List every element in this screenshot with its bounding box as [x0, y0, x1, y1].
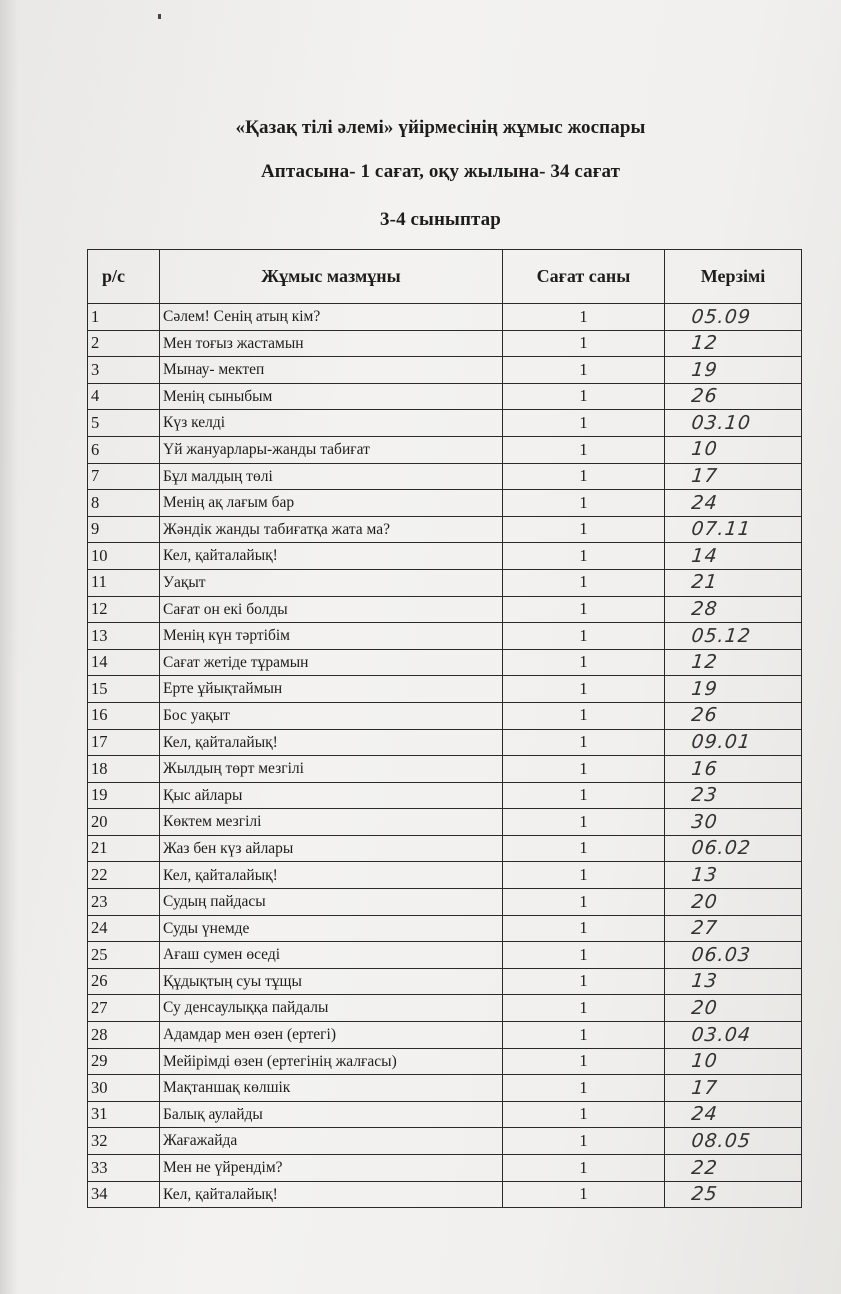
table-row: [88, 835, 802, 862]
table-row: [88, 383, 802, 410]
work-plan-table: [87, 249, 802, 1208]
row-hours: 1: [503, 623, 665, 650]
table-row: [88, 357, 802, 384]
table-row: [88, 809, 802, 836]
table-row: [88, 516, 802, 543]
row-topic: Кел, қайталайық!: [160, 543, 503, 570]
row-number: 10: [88, 543, 160, 570]
row-hours: 1: [503, 490, 665, 517]
row-hours: 1: [503, 1181, 665, 1208]
row-topic: Бос уақыт: [160, 702, 503, 729]
document-title: «Қазақ тілі әлемі» үйірмесінің жұмыс жоспары: [235, 117, 646, 138]
row-date: 27: [663, 915, 803, 942]
row-number: 1: [88, 304, 160, 331]
row-topic: Қыс айлары: [160, 782, 503, 809]
row-hours: 1: [503, 915, 665, 942]
row-date: 12: [663, 330, 803, 357]
row-topic: Кел, қайталайық!: [160, 1181, 503, 1208]
row-hours: 1: [503, 729, 665, 756]
row-number: 5: [88, 410, 160, 437]
row-topic: Үй жануарлары-жанды табиғат: [160, 436, 503, 463]
row-date: 03.04: [663, 1022, 803, 1049]
row-topic: Балық аулайды: [160, 1101, 503, 1128]
header-topic: Жұмыс мазмұны: [160, 250, 503, 304]
row-date: 24: [663, 1101, 803, 1128]
row-hours: 1: [503, 702, 665, 729]
table-row: [88, 304, 802, 331]
table-row: [88, 623, 802, 650]
table-header-row: [88, 250, 802, 304]
row-topic: Менің сыныбым: [160, 383, 503, 410]
row-date: 17: [663, 1075, 803, 1102]
table-row: [88, 995, 802, 1022]
table-row: [88, 1128, 802, 1155]
document-grade: 3-4 сыныптар: [380, 209, 501, 230]
row-hours: 1: [503, 410, 665, 437]
row-hours: 1: [503, 942, 665, 969]
row-topic: Жылдың төрт мезгілі: [160, 756, 503, 783]
row-date: 10: [663, 436, 803, 463]
row-number: 14: [88, 649, 160, 676]
row-number: 33: [88, 1155, 160, 1182]
row-number: 11: [88, 569, 160, 596]
row-hours: 1: [503, 543, 665, 570]
row-topic: Мен тоғыз жастамын: [160, 330, 503, 357]
row-hours: 1: [503, 357, 665, 384]
row-number: 18: [88, 756, 160, 783]
table-row: [88, 968, 802, 995]
row-date: 19: [663, 357, 803, 384]
row-date: 21: [663, 569, 803, 596]
row-hours: 1: [503, 649, 665, 676]
row-topic: Су денсаулыққа пайдалы: [160, 995, 503, 1022]
row-hours: 1: [503, 835, 665, 862]
row-number: 9: [88, 516, 160, 543]
row-number: 27: [88, 995, 160, 1022]
row-date: 05.12: [663, 623, 803, 650]
row-number: 22: [88, 862, 160, 889]
row-number: 12: [88, 596, 160, 623]
row-hours: 1: [503, 756, 665, 783]
row-hours: 1: [503, 1155, 665, 1182]
row-number: 16: [88, 702, 160, 729]
row-number: 17: [88, 729, 160, 756]
header-date: Мерзімі: [665, 250, 802, 304]
row-date: 23: [663, 782, 803, 809]
row-hours: 1: [503, 1022, 665, 1049]
row-date: 20: [663, 889, 803, 916]
row-number: 34: [88, 1181, 160, 1208]
ink-speck: [158, 14, 161, 19]
row-number: 29: [88, 1048, 160, 1075]
table-row: [88, 1022, 802, 1049]
row-topic: Құдықтың суы тұщы: [160, 968, 503, 995]
row-topic: Адамдар мен өзен (ертегі): [160, 1022, 503, 1049]
row-number: 2: [88, 330, 160, 357]
row-topic: Мынау- мектеп: [160, 357, 503, 384]
row-number: 24: [88, 915, 160, 942]
row-date: 05.09: [663, 304, 803, 331]
row-hours: 1: [503, 1101, 665, 1128]
row-hours: 1: [503, 782, 665, 809]
row-topic: Көктем мезгілі: [160, 809, 503, 836]
row-topic: Суды үнемде: [160, 915, 503, 942]
row-date: 24: [663, 490, 803, 517]
row-date: 03.10: [663, 410, 803, 437]
row-date: 13: [663, 968, 803, 995]
table-row: [88, 569, 802, 596]
table-row: [88, 490, 802, 517]
row-topic: Мен не үйрендім?: [160, 1155, 503, 1182]
header-number: р/с: [88, 250, 160, 304]
row-number: 13: [88, 623, 160, 650]
row-hours: 1: [503, 304, 665, 331]
table-row: [88, 915, 802, 942]
table-row: [88, 1048, 802, 1075]
row-hours: 1: [503, 1075, 665, 1102]
row-topic: Сағат жетіде тұрамын: [160, 649, 503, 676]
row-hours: 1: [503, 862, 665, 889]
table-row: [88, 1075, 802, 1102]
row-hours: 1: [503, 889, 665, 916]
row-topic: Күз келді: [160, 410, 503, 437]
row-number: 23: [88, 889, 160, 916]
row-hours: 1: [503, 330, 665, 357]
row-topic: Кел, қайталайық!: [160, 729, 503, 756]
row-topic: Сағат он екі болды: [160, 596, 503, 623]
table-row: [88, 729, 802, 756]
document-subtitle: Аптасына- 1 сағат, оқу жылына- 34 сағат: [260, 161, 621, 182]
row-date: 13: [663, 862, 803, 889]
table-row: [88, 889, 802, 916]
row-number: 19: [88, 782, 160, 809]
row-date: 06.03: [663, 942, 803, 969]
row-number: 15: [88, 676, 160, 703]
row-number: 20: [88, 809, 160, 836]
table-row: [88, 596, 802, 623]
row-date: 26: [663, 702, 803, 729]
row-topic: Ерте ұйықтаймын: [160, 676, 503, 703]
row-date: 20: [663, 995, 803, 1022]
row-number: 30: [88, 1075, 160, 1102]
table-row: [88, 1181, 802, 1208]
row-number: 6: [88, 436, 160, 463]
table-row: [88, 1101, 802, 1128]
row-date: 14: [663, 543, 803, 570]
row-date: 12: [663, 649, 803, 676]
row-topic: Кел, қайталайық!: [160, 862, 503, 889]
row-date: 08.05: [663, 1128, 803, 1155]
row-date: 06.02: [663, 835, 803, 862]
row-hours: 1: [503, 569, 665, 596]
row-hours: 1: [503, 383, 665, 410]
row-hours: 1: [503, 676, 665, 703]
table-row: [88, 782, 802, 809]
row-number: 4: [88, 383, 160, 410]
row-date: 09.01: [663, 729, 803, 756]
row-date: 10: [663, 1048, 803, 1075]
row-hours: 1: [503, 1128, 665, 1155]
row-topic: Жаз бен күз айлары: [160, 835, 503, 862]
table-row: [88, 862, 802, 889]
row-date: 30: [663, 809, 803, 836]
row-number: 25: [88, 942, 160, 969]
row-number: 31: [88, 1101, 160, 1128]
row-topic: Судың пайдасы: [160, 889, 503, 916]
row-hours: 1: [503, 463, 665, 490]
row-topic: Менің күн тәртібім: [160, 623, 503, 650]
table-row: [88, 1155, 802, 1182]
table-row: [88, 410, 802, 437]
row-number: 8: [88, 490, 160, 517]
table-row: [88, 436, 802, 463]
row-topic: Бұл малдың төлі: [160, 463, 503, 490]
row-number: 21: [88, 835, 160, 862]
row-date: 16: [663, 756, 803, 783]
table-row: [88, 543, 802, 570]
table-row: [88, 756, 802, 783]
table-row: [88, 676, 802, 703]
row-topic: Ағаш сумен өседі: [160, 942, 503, 969]
row-hours: 1: [503, 968, 665, 995]
table-row: [88, 649, 802, 676]
row-topic: Мақтаншақ көлшік: [160, 1075, 503, 1102]
table-row: [88, 702, 802, 729]
row-number: 3: [88, 357, 160, 384]
row-hours: 1: [503, 995, 665, 1022]
row-hours: 1: [503, 516, 665, 543]
row-number: 7: [88, 463, 160, 490]
row-topic: Менің ақ лағым бар: [160, 490, 503, 517]
row-number: 32: [88, 1128, 160, 1155]
row-topic: Сәлем! Сенің атың кім?: [160, 304, 503, 331]
row-topic: Уақыт: [160, 569, 503, 596]
row-date: 19: [663, 676, 803, 703]
table-row: [88, 942, 802, 969]
table-row: [88, 330, 802, 357]
row-number: 26: [88, 968, 160, 995]
row-topic: Мейірімді өзен (ертегінің жалғасы): [160, 1048, 503, 1075]
row-date: 17: [663, 463, 803, 490]
row-hours: 1: [503, 809, 665, 836]
row-date: 22: [663, 1155, 803, 1182]
page-edge-shadow: [0, 0, 18, 1294]
row-hours: 1: [503, 1048, 665, 1075]
row-date: 26: [663, 383, 803, 410]
row-topic: Жәндік жанды табиғатқа жата ма?: [160, 516, 503, 543]
table-row: [88, 463, 802, 490]
row-date: 28: [663, 596, 803, 623]
row-date: 25: [663, 1181, 803, 1208]
row-hours: 1: [503, 436, 665, 463]
row-number: 28: [88, 1022, 160, 1049]
header-hours: Сағат саны: [503, 250, 665, 304]
row-date: 07.11: [663, 516, 803, 543]
row-hours: 1: [503, 596, 665, 623]
row-topic: Жағажайда: [160, 1128, 503, 1155]
